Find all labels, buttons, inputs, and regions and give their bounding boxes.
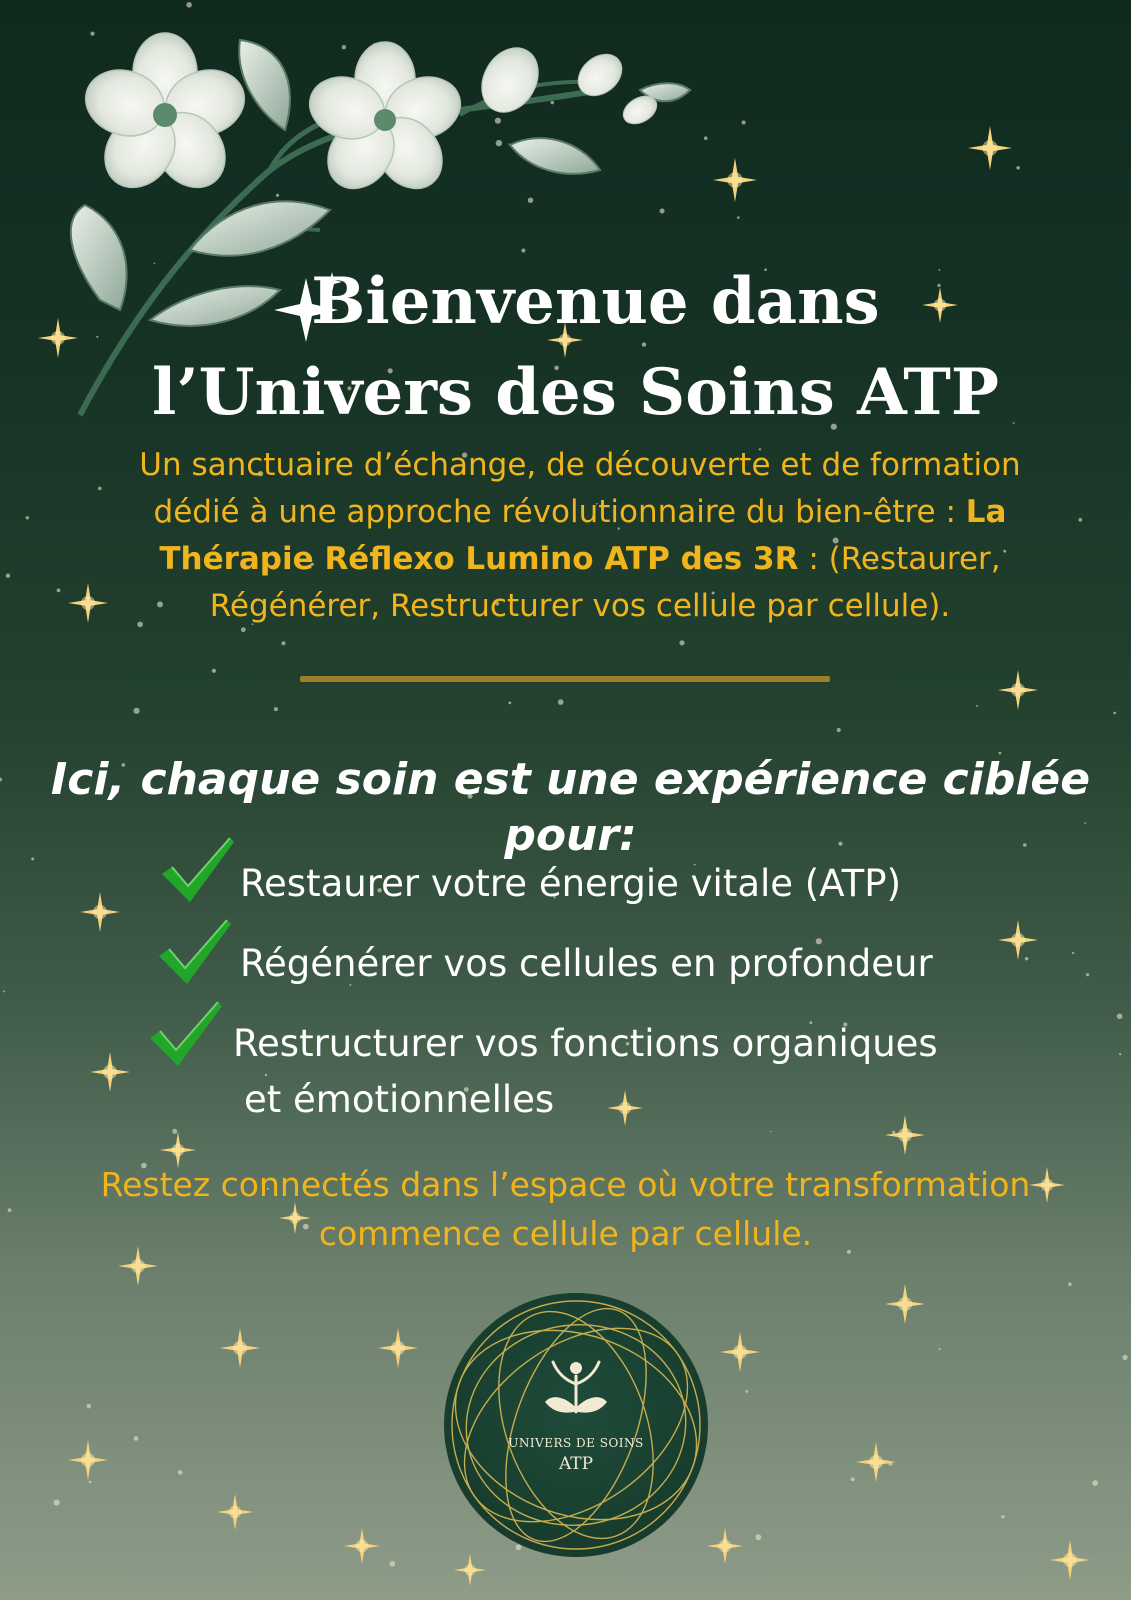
- benefit-label-continued: et émotionnelles: [244, 1078, 555, 1121]
- benefit-label: Restaurer votre énergie vitale (ATP): [240, 862, 902, 905]
- check-icon: [158, 834, 238, 906]
- page-title-line2: l’Univers des Soins ATP: [152, 355, 999, 430]
- logo-abbreviation: ATP: [558, 1454, 594, 1474]
- page-title-line1: Bienvenue dans: [311, 264, 880, 339]
- intro-therapy-name: La Thérapie Réflexo Lumino ATP des 3R: [159, 494, 1007, 577]
- logo-name: UNIVERS DE SOINS: [508, 1436, 644, 1450]
- brand-logo: [443, 1292, 709, 1558]
- intro-text-start: Un sanctuaire d’échange, de découverte et de formation dédié à une approche révolutionnaire du bien-être :: [139, 447, 1021, 530]
- intro-text-end: : (Restaurer, Régénérer, Restructurer vos cellule par cellule).: [209, 541, 1001, 624]
- section-subtitle: Ici, chaque soin est une expérience ciblée pour:: [50, 754, 1091, 861]
- check-icon: [146, 998, 226, 1070]
- benefit-label: Restructurer vos fonctions organiques: [233, 1022, 938, 1065]
- check-icon: [155, 916, 235, 988]
- closing-message: [60, 1160, 1071, 1258]
- closing-line1: Restez connectés dans l’espace où votre transformation: [100, 1165, 1031, 1204]
- benefit-label: Régénérer vos cellules en profondeur: [240, 942, 933, 985]
- logo-emblem: [443, 1292, 709, 1558]
- closing-line2: commence cellule par cellule.: [318, 1214, 813, 1253]
